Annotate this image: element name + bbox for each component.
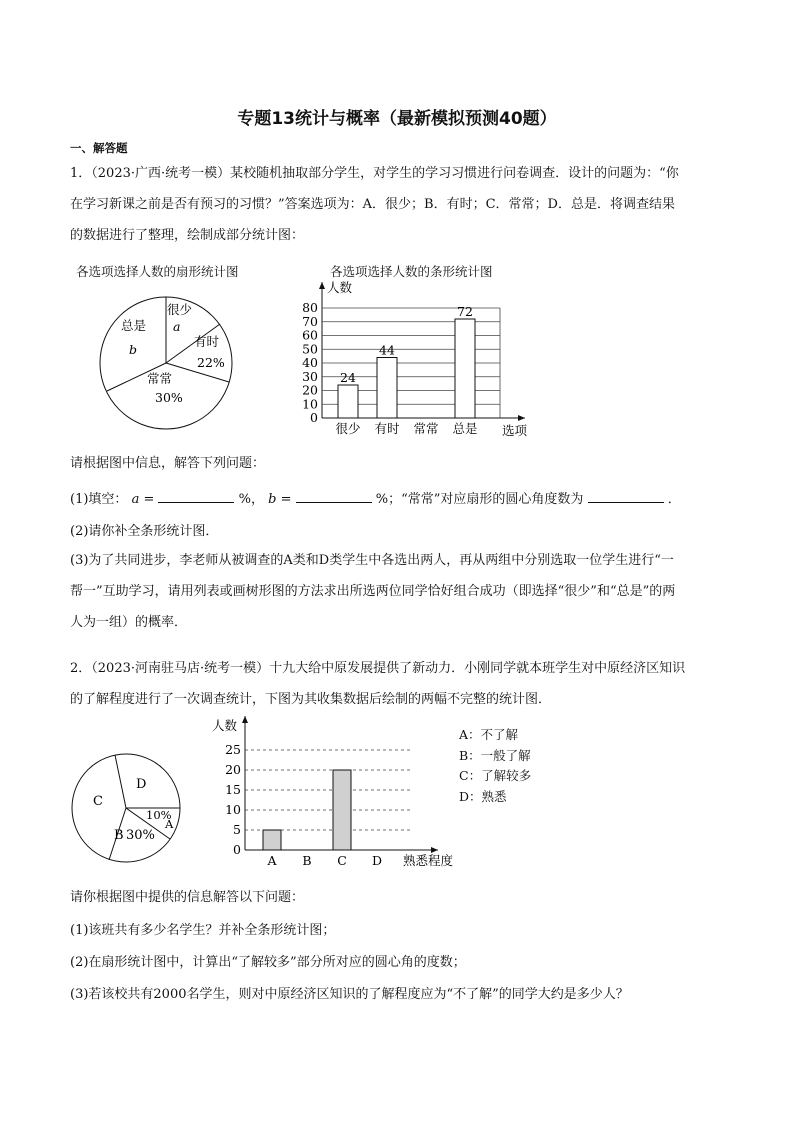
y-axis-label: 人数: [327, 280, 353, 295]
x-tick-label: D: [371, 853, 383, 868]
bar: [377, 358, 397, 419]
y-tick-label: 40: [302, 355, 318, 370]
pie-slice-value: a: [173, 319, 181, 334]
q2-stem-line: 的了解程度进行了一次调查统计，下图为其收集数据后绘制的两幅不完整的统计图．: [70, 692, 552, 707]
q1-prompt: 请根据图中信息，解答下列问题：: [70, 456, 266, 471]
pie-slice-value: 30%: [155, 390, 183, 405]
y-tick-label: 10: [225, 802, 241, 817]
q1-sub1: [70, 488, 681, 507]
q2-legend: [459, 725, 531, 807]
y-tick-label: 80: [302, 300, 318, 315]
q2-prompt: 请你根据图中提供的信息解答以下问题：: [70, 890, 305, 905]
pie-slice-label: D: [136, 777, 147, 792]
q1-sub3-line: 帮一”互助学习，请用列表或画树形图的方法求出所选两位同学恰好组合成功（即选择“很少”和“总是”的两: [70, 584, 676, 599]
q1-sub1-tail: %；“常常”对应扇形的圆心角度数为: [375, 492, 584, 507]
pie-slice-value: 10%: [146, 808, 172, 822]
x-tick-label: 很少: [335, 421, 361, 436]
pie-slice-value: 22%: [197, 355, 225, 370]
q2-bar-chart: [210, 712, 460, 872]
blank-b[interactable]: [296, 488, 372, 503]
y-axis-arrow: [319, 282, 325, 289]
y-axis-arrow: [242, 716, 248, 723]
q1-stem: [70, 158, 722, 251]
q1-sub2: (2)请你补全条形统计图．: [70, 524, 219, 539]
pie-slice-label: C: [93, 794, 103, 809]
q1-sub1-end: ．: [667, 492, 681, 507]
bar-value-label: 24: [340, 370, 356, 385]
legend-item: B：一般了解: [459, 747, 531, 763]
pie-slice-value: 30%: [126, 828, 155, 843]
q1-sub1-unit: %，: [238, 492, 264, 507]
q2-stem: [70, 653, 722, 715]
blank-angle[interactable]: [588, 488, 664, 503]
x-axis-label: 选项: [502, 423, 528, 438]
y-axis-label: 人数: [212, 718, 238, 733]
bar: [263, 830, 281, 850]
q2-sub3: (3)若该校共有2000名学生，则对中原经济区知识的了解程度应为“不了解”的同学大约是多少人？: [70, 987, 629, 1002]
bar-value-label: 72: [457, 304, 473, 319]
q1-sub1-lead: (1)填空：: [70, 492, 128, 507]
q1-sub1-b: b =: [268, 492, 292, 507]
q2-pie-chart: [70, 752, 190, 872]
pie-slice-label: 有时: [194, 334, 220, 349]
q1-sub3-line: 人为一组）的概率．: [70, 615, 188, 630]
q1-pie-chart: [93, 290, 253, 440]
x-tick-label: 总是: [452, 421, 478, 436]
y-tick-label: 20: [225, 762, 241, 777]
q1-sub1-a: a =: [131, 492, 155, 507]
legend-item: D：熟悉: [459, 788, 507, 804]
legend-item: A：不了解: [459, 727, 519, 742]
y-tick-label: 30: [302, 368, 318, 384]
y-tick-label: 10: [302, 396, 318, 412]
pie-slice-value: b: [129, 342, 138, 357]
y-tick-label: 0: [310, 410, 318, 425]
pie-slice-label: 很少: [167, 302, 193, 317]
x-axis-arrow: [518, 415, 525, 421]
section-heading: 一、解答题: [70, 141, 128, 155]
bar: [338, 385, 358, 418]
y-tick-label: 60: [302, 327, 318, 343]
y-tick-label: 20: [302, 382, 318, 398]
pie-slice-label: B: [114, 828, 124, 843]
y-tick-label: 25: [225, 742, 241, 757]
y-tick-label: 70: [302, 313, 318, 329]
blank-a[interactable]: [158, 488, 234, 503]
x-tick-label: C: [337, 853, 347, 868]
q1-sub3-line: (3)为了共同进步，李老师从被调查的A类和D类学生中各选出两人，再从两组中分别选取一位学生进行“一: [70, 553, 674, 568]
q2-sub2: (2)在扇形统计图中，计算出“了解较多”部分所对应的圆心角的度数；: [70, 955, 466, 970]
x-tick-label: 有时: [374, 421, 400, 436]
q1-sub3: [70, 545, 722, 638]
pie-divider: [115, 755, 126, 808]
y-tick-label: 50: [302, 341, 318, 357]
q2-stem-line: 2．（2023·河南驻马店·统考一模）十九大给中原发展提供了新动力．小刚同学就本班学生对中原经济区知识: [70, 661, 686, 676]
q1-pie-caption: 各选项选择人数的扇形统计图: [76, 264, 239, 279]
x-axis-label: 熟悉程度: [403, 853, 454, 868]
pie-slice-label: 总是: [121, 318, 147, 333]
pie-slice-label: A: [165, 817, 174, 831]
x-tick-label: B: [302, 853, 312, 868]
q1-stem-line: 在学习新课之前是否有预习的习惯？”答案选项为：A．很少；B．有时；C．常常；D．总是．将调查结果: [70, 197, 675, 212]
x-tick-label: 常常: [413, 421, 439, 436]
pie-slice-label: 常常: [147, 371, 173, 386]
legend-item: C：了解较多: [459, 768, 532, 783]
x-tick-label: A: [267, 853, 277, 868]
q1-bar-caption: 各选项选择人数的条形统计图: [330, 264, 493, 279]
bar: [333, 770, 351, 850]
y-tick-label: 15: [225, 782, 241, 797]
page-title: 专题13统计与概率（最新模拟预测40题）: [237, 109, 557, 129]
bar: [455, 319, 475, 418]
y-tick-label: 0: [233, 842, 241, 857]
q1-stem-line: 1．（2023·广西·统考一模）某校随机抽取部分学生，对学生的学习习惯进行问卷调查．设计的问题为：“你: [70, 166, 679, 181]
q1-bar-chart: [300, 278, 550, 438]
y-tick-label: 5: [233, 822, 241, 837]
q2-sub1: (1)该班共有多少名学生？并补全条形统计图；: [70, 923, 336, 938]
q1-stem-line: 的数据进行了整理，绘制成部分统计图：: [70, 228, 305, 243]
bar-value-label: 44: [379, 342, 395, 358]
